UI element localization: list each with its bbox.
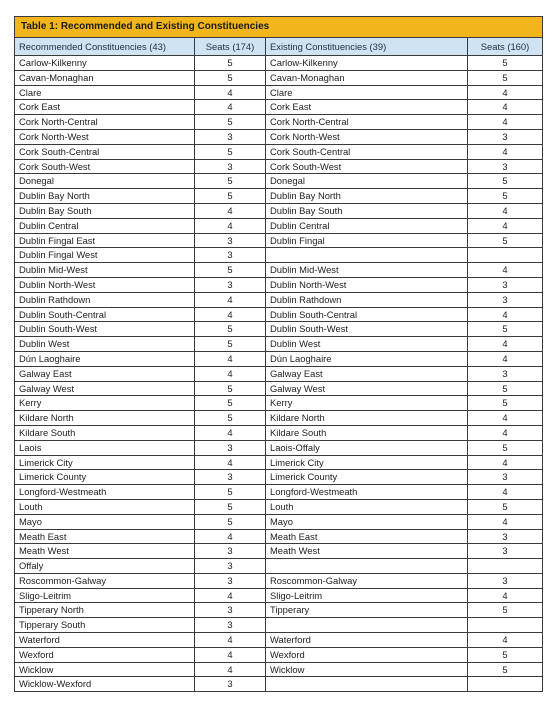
table-row (15, 603, 543, 618)
table-row (15, 189, 543, 204)
table-row (15, 85, 543, 100)
recommended-seats-cell: 5 (195, 411, 266, 426)
existing-seats-cell: 4 (468, 85, 543, 100)
table-row (15, 277, 543, 292)
existing-name-cell (266, 677, 468, 692)
recommended-name-cell: Dublin North-West (15, 277, 195, 292)
existing-name-cell: Dublin South-West (266, 322, 468, 337)
recommended-seats-cell: 5 (195, 337, 266, 352)
recommended-seats-cell: 3 (195, 470, 266, 485)
recommended-seats-cell: 4 (195, 633, 266, 648)
existing-seats-cell: 5 (468, 381, 543, 396)
existing-seats-cell: 5 (468, 647, 543, 662)
recommended-seats-cell: 4 (195, 529, 266, 544)
existing-seats-cell: 3 (468, 470, 543, 485)
header-existing-seats: Seats (160) (468, 38, 543, 56)
recommended-name-cell: Louth (15, 499, 195, 514)
table-row (15, 381, 543, 396)
existing-name-cell: Dublin North-West (266, 277, 468, 292)
recommended-seats-cell: 4 (195, 455, 266, 470)
recommended-name-cell: Dublin Bay South (15, 203, 195, 218)
recommended-name-cell: Cork South-West (15, 159, 195, 174)
table-row (15, 618, 543, 633)
existing-name-cell: Meath West (266, 544, 468, 559)
table-row (15, 233, 543, 248)
existing-name-cell: Mayo (266, 514, 468, 529)
existing-seats-cell: 3 (468, 529, 543, 544)
existing-name-cell: Waterford (266, 633, 468, 648)
existing-name-cell: Dún Laoghaire (266, 351, 468, 366)
existing-name-cell: Galway West (266, 381, 468, 396)
table-row (15, 647, 543, 662)
table-body (15, 56, 543, 692)
table-row (15, 56, 543, 71)
recommended-seats-cell: 4 (195, 366, 266, 381)
recommended-name-cell: Dublin Rathdown (15, 292, 195, 307)
recommended-name-cell: Dublin Mid-West (15, 263, 195, 278)
existing-seats-cell: 3 (468, 277, 543, 292)
recommended-name-cell: Tipperary North (15, 603, 195, 618)
existing-seats-cell: 4 (468, 633, 543, 648)
existing-seats-cell: 4 (468, 144, 543, 159)
recommended-seats-cell: 4 (195, 425, 266, 440)
table-row (15, 292, 543, 307)
existing-seats-cell: 3 (468, 292, 543, 307)
recommended-name-cell: Meath West (15, 544, 195, 559)
recommended-seats-cell: 4 (195, 351, 266, 366)
recommended-name-cell: Meath East (15, 529, 195, 544)
recommended-seats-cell: 4 (195, 218, 266, 233)
recommended-name-cell: Kildare South (15, 425, 195, 440)
existing-name-cell: Cork North-West (266, 129, 468, 144)
table-row (15, 425, 543, 440)
recommended-seats-cell: 4 (195, 307, 266, 322)
table-row (15, 144, 543, 159)
recommended-seats-cell: 4 (195, 292, 266, 307)
existing-name-cell: Dublin Bay North (266, 189, 468, 204)
existing-name-cell: Cork East (266, 100, 468, 115)
table-row (15, 366, 543, 381)
existing-seats-cell: 3 (468, 544, 543, 559)
table-title-row (15, 17, 543, 38)
existing-name-cell: Wicklow (266, 662, 468, 677)
recommended-seats-cell: 4 (195, 647, 266, 662)
recommended-name-cell: Cork North-Central (15, 115, 195, 130)
recommended-seats-cell: 5 (195, 499, 266, 514)
recommended-name-cell: Donegal (15, 174, 195, 189)
existing-name-cell: Clare (266, 85, 468, 100)
table-row (15, 322, 543, 337)
existing-seats-cell (468, 677, 543, 692)
table-row (15, 70, 543, 85)
existing-name-cell: Dublin Central (266, 218, 468, 233)
existing-name-cell: Cork North-Central (266, 115, 468, 130)
table-row (15, 129, 543, 144)
recommended-name-cell: Galway West (15, 381, 195, 396)
recommended-name-cell: Cavan-Monaghan (15, 70, 195, 85)
recommended-seats-cell: 5 (195, 263, 266, 278)
recommended-name-cell: Kildare North (15, 411, 195, 426)
recommended-name-cell: Laois (15, 440, 195, 455)
table-row (15, 470, 543, 485)
recommended-name-cell: Carlow-Kilkenny (15, 56, 195, 71)
existing-seats-cell: 5 (468, 233, 543, 248)
existing-name-cell: Louth (266, 499, 468, 514)
recommended-seats-cell: 5 (195, 174, 266, 189)
existing-name-cell: Donegal (266, 174, 468, 189)
recommended-seats-cell: 5 (195, 396, 266, 411)
existing-seats-cell: 4 (468, 115, 543, 130)
existing-seats-cell: 4 (468, 485, 543, 500)
recommended-name-cell: Wicklow-Wexford (15, 677, 195, 692)
recommended-seats-cell: 4 (195, 662, 266, 677)
existing-seats-cell: 3 (468, 366, 543, 381)
header-recommended-seats: Seats (174) (195, 38, 266, 56)
existing-name-cell: Dublin Bay South (266, 203, 468, 218)
recommended-seats-cell: 5 (195, 514, 266, 529)
constituencies-table-container (14, 16, 542, 692)
recommended-seats-cell: 3 (195, 677, 266, 692)
table-row (15, 100, 543, 115)
recommended-name-cell: Waterford (15, 633, 195, 648)
recommended-name-cell: Cork East (15, 100, 195, 115)
recommended-name-cell: Dublin Fingal East (15, 233, 195, 248)
existing-seats-cell: 4 (468, 263, 543, 278)
recommended-seats-cell: 3 (195, 277, 266, 292)
existing-name-cell: Cavan-Monaghan (266, 70, 468, 85)
existing-seats-cell: 3 (468, 573, 543, 588)
existing-seats-cell: 4 (468, 455, 543, 470)
table-row (15, 514, 543, 529)
recommended-seats-cell: 5 (195, 115, 266, 130)
table-row (15, 559, 543, 574)
table-row (15, 351, 543, 366)
existing-name-cell: Dublin Fingal (266, 233, 468, 248)
existing-name-cell: Limerick City (266, 455, 468, 470)
table-row (15, 115, 543, 130)
existing-seats-cell: 5 (468, 603, 543, 618)
existing-name-cell: Kildare North (266, 411, 468, 426)
table-row (15, 337, 543, 352)
recommended-name-cell: Dublin West (15, 337, 195, 352)
recommended-name-cell: Wicklow (15, 662, 195, 677)
recommended-seats-cell: 5 (195, 56, 266, 71)
existing-seats-cell: 3 (468, 129, 543, 144)
existing-name-cell: Kildare South (266, 425, 468, 440)
recommended-seats-cell: 4 (195, 100, 266, 115)
table-row (15, 307, 543, 322)
table-row (15, 544, 543, 559)
existing-seats-cell: 5 (468, 662, 543, 677)
recommended-name-cell: Dublin Central (15, 218, 195, 233)
table-row (15, 633, 543, 648)
existing-name-cell: Dublin Mid-West (266, 263, 468, 278)
table-header-row (15, 38, 543, 56)
recommended-name-cell: Dún Laoghaire (15, 351, 195, 366)
table-title: Table 1: Recommended and Existing Constituencies (15, 17, 543, 38)
recommended-name-cell: Limerick County (15, 470, 195, 485)
recommended-seats-cell: 3 (195, 559, 266, 574)
existing-seats-cell (468, 248, 543, 263)
recommended-seats-cell: 3 (195, 129, 266, 144)
table-row (15, 396, 543, 411)
recommended-name-cell: Dublin Fingal West (15, 248, 195, 263)
table-row (15, 263, 543, 278)
existing-seats-cell: 5 (468, 174, 543, 189)
existing-name-cell: Dublin West (266, 337, 468, 352)
recommended-name-cell: Dublin South-Central (15, 307, 195, 322)
existing-name-cell: Meath East (266, 529, 468, 544)
existing-seats-cell: 4 (468, 337, 543, 352)
table-row (15, 573, 543, 588)
existing-seats-cell: 5 (468, 396, 543, 411)
recommended-seats-cell: 5 (195, 144, 266, 159)
recommended-seats-cell: 3 (195, 159, 266, 174)
existing-name-cell: Galway East (266, 366, 468, 381)
recommended-seats-cell: 3 (195, 233, 266, 248)
recommended-name-cell: Clare (15, 85, 195, 100)
existing-seats-cell (468, 559, 543, 574)
recommended-name-cell: Cork North-West (15, 129, 195, 144)
recommended-seats-cell: 3 (195, 618, 266, 633)
table-row (15, 529, 543, 544)
existing-name-cell: Tipperary (266, 603, 468, 618)
existing-name-cell: Longford-Westmeath (266, 485, 468, 500)
existing-seats-cell: 5 (468, 499, 543, 514)
table-row (15, 203, 543, 218)
recommended-seats-cell: 5 (195, 485, 266, 500)
recommended-seats-cell: 3 (195, 603, 266, 618)
table-row (15, 159, 543, 174)
existing-seats-cell: 5 (468, 70, 543, 85)
existing-name-cell (266, 618, 468, 633)
recommended-name-cell: Tipperary South (15, 618, 195, 633)
recommended-seats-cell: 3 (195, 248, 266, 263)
existing-name-cell: Kerry (266, 396, 468, 411)
table-row (15, 218, 543, 233)
table-row (15, 411, 543, 426)
existing-name-cell: Cork South-West (266, 159, 468, 174)
existing-seats-cell: 4 (468, 351, 543, 366)
recommended-name-cell: Limerick City (15, 455, 195, 470)
existing-name-cell: Sligo-Leitrim (266, 588, 468, 603)
recommended-seats-cell: 5 (195, 70, 266, 85)
recommended-seats-cell: 5 (195, 189, 266, 204)
recommended-name-cell: Cork South-Central (15, 144, 195, 159)
existing-name-cell: Dublin South-Central (266, 307, 468, 322)
existing-seats-cell: 5 (468, 56, 543, 71)
recommended-seats-cell: 3 (195, 440, 266, 455)
header-existing: Existing Constituencies (39) (266, 38, 468, 56)
table-row (15, 174, 543, 189)
existing-seats-cell: 4 (468, 218, 543, 233)
existing-seats-cell: 5 (468, 440, 543, 455)
recommended-name-cell: Mayo (15, 514, 195, 529)
table-row (15, 440, 543, 455)
recommended-seats-cell: 5 (195, 381, 266, 396)
existing-seats-cell (468, 618, 543, 633)
table-row (15, 485, 543, 500)
existing-seats-cell: 5 (468, 322, 543, 337)
existing-name-cell: Laois-Offaly (266, 440, 468, 455)
recommended-name-cell: Sligo-Leitrim (15, 588, 195, 603)
existing-name-cell: Carlow-Kilkenny (266, 56, 468, 71)
recommended-name-cell: Offaly (15, 559, 195, 574)
recommended-name-cell: Dublin Bay North (15, 189, 195, 204)
existing-seats-cell: 4 (468, 203, 543, 218)
existing-name-cell: Wexford (266, 647, 468, 662)
existing-seats-cell: 5 (468, 189, 543, 204)
recommended-seats-cell: 4 (195, 588, 266, 603)
existing-seats-cell: 4 (468, 100, 543, 115)
table-row (15, 499, 543, 514)
recommended-seats-cell: 4 (195, 203, 266, 218)
recommended-name-cell: Roscommon-Galway (15, 573, 195, 588)
existing-seats-cell: 4 (468, 307, 543, 322)
table-row (15, 677, 543, 692)
recommended-seats-cell: 3 (195, 573, 266, 588)
table-row (15, 248, 543, 263)
recommended-seats-cell: 5 (195, 322, 266, 337)
existing-seats-cell: 4 (468, 425, 543, 440)
constituencies-table (14, 16, 543, 692)
existing-name-cell: Dublin Rathdown (266, 292, 468, 307)
existing-seats-cell: 3 (468, 159, 543, 174)
recommended-name-cell: Wexford (15, 647, 195, 662)
existing-name-cell: Roscommon-Galway (266, 573, 468, 588)
recommended-seats-cell: 3 (195, 544, 266, 559)
existing-name-cell: Limerick County (266, 470, 468, 485)
recommended-name-cell: Dublin South-West (15, 322, 195, 337)
recommended-name-cell: Galway East (15, 366, 195, 381)
recommended-name-cell: Longford-Westmeath (15, 485, 195, 500)
existing-seats-cell: 4 (468, 514, 543, 529)
recommended-seats-cell: 4 (195, 85, 266, 100)
existing-name-cell (266, 248, 468, 263)
table-row (15, 588, 543, 603)
existing-seats-cell: 4 (468, 411, 543, 426)
header-recommended: Recommended Constituencies (43) (15, 38, 195, 56)
table-row (15, 662, 543, 677)
existing-name-cell (266, 559, 468, 574)
existing-seats-cell: 4 (468, 588, 543, 603)
existing-name-cell: Cork South-Central (266, 144, 468, 159)
table-row (15, 455, 543, 470)
recommended-name-cell: Kerry (15, 396, 195, 411)
